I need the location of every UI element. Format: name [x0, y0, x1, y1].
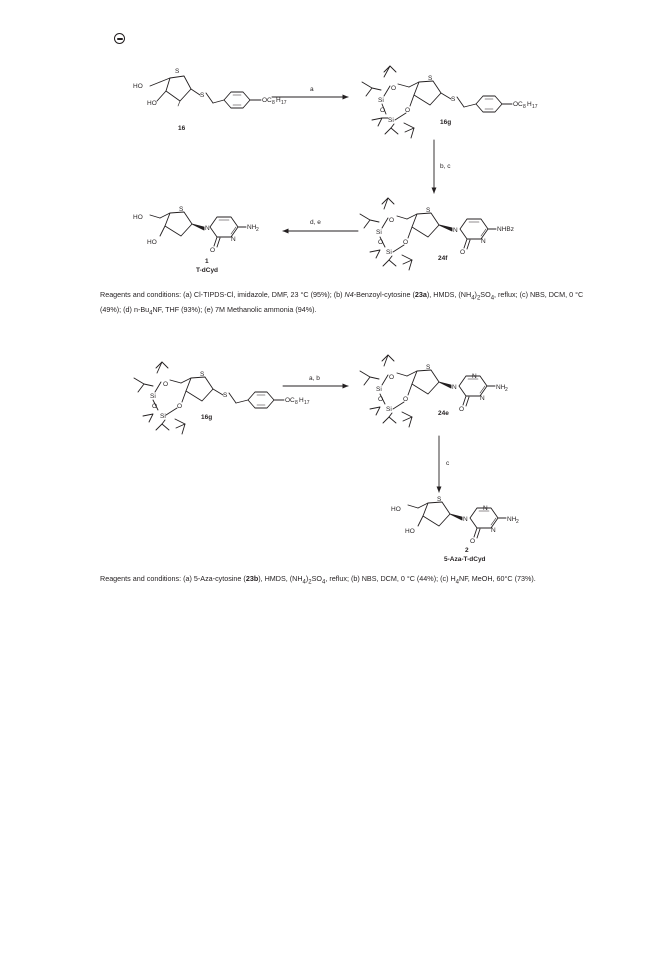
compound-16-label: 16: [178, 125, 186, 132]
svg-text:HO: HO: [133, 83, 143, 90]
svg-text:OC: OC: [262, 97, 272, 104]
compound-24e-label: 24e: [438, 410, 449, 417]
svg-text:8: 8: [272, 100, 275, 106]
svg-text:8: 8: [523, 104, 526, 110]
svg-text:HO: HO: [147, 100, 157, 107]
svg-text:O: O: [378, 239, 384, 246]
svg-text:N: N: [463, 516, 468, 523]
svg-text:O: O: [459, 406, 465, 413]
svg-text:N: N: [481, 238, 486, 245]
arrow-bc-label: b, c: [440, 163, 451, 170]
compound-1-number: 1: [205, 258, 209, 265]
svg-text:2: 2: [516, 519, 519, 525]
svg-text:N: N: [480, 395, 485, 402]
compound-24f-label: 24f: [438, 255, 448, 262]
svg-text:S: S: [426, 364, 431, 371]
svg-text:S: S: [200, 371, 205, 378]
svg-text:N: N: [205, 225, 210, 232]
compound-16-structure: [150, 76, 261, 108]
compound-2-name: 5-Aza-T-dCyd: [444, 556, 486, 563]
svg-text:O: O: [389, 217, 395, 224]
svg-text:HO: HO: [391, 506, 401, 513]
svg-text:H: H: [527, 101, 532, 108]
svg-text:O: O: [391, 85, 397, 92]
svg-text:S: S: [437, 496, 442, 503]
svg-text:Si: Si: [378, 97, 384, 104]
svg-text:S: S: [451, 96, 456, 103]
svg-text:17: 17: [532, 104, 538, 110]
svg-text:O: O: [470, 538, 476, 545]
arrow-ab-label: a, b: [309, 375, 320, 382]
svg-text:N: N: [472, 373, 477, 380]
svg-text:S: S: [428, 75, 433, 82]
svg-text:O: O: [389, 374, 395, 381]
arrow-a-label: a: [310, 86, 314, 93]
svg-text:Si: Si: [386, 406, 392, 413]
svg-text:Si: Si: [376, 386, 382, 393]
svg-text:N: N: [453, 227, 458, 234]
svg-text:NH: NH: [496, 384, 506, 391]
svg-text:HO: HO: [405, 528, 415, 535]
svg-text:Si: Si: [388, 117, 394, 124]
svg-text:O: O: [460, 249, 466, 256]
svg-text:S: S: [200, 92, 205, 99]
svg-text:O: O: [380, 107, 386, 114]
svg-text:OC: OC: [513, 101, 523, 108]
svg-text:NH: NH: [507, 516, 517, 523]
svg-text:HO: HO: [133, 214, 143, 221]
svg-text:NH: NH: [247, 224, 257, 231]
svg-text:H: H: [276, 97, 281, 104]
svg-text:N: N: [452, 384, 457, 391]
compound-16g-label: 16g: [440, 119, 452, 126]
svg-text:2: 2: [256, 227, 259, 233]
svg-text:O: O: [163, 381, 169, 388]
svg-text:O: O: [378, 396, 384, 403]
arrow-de-label: d, e: [310, 219, 321, 226]
svg-text:8: 8: [295, 400, 298, 406]
svg-text:NHBz: NHBz: [497, 226, 514, 233]
svg-text:S: S: [426, 207, 431, 214]
svg-text:17: 17: [304, 400, 310, 406]
compound-1-name: T-dCyd: [196, 267, 219, 274]
svg-text:O: O: [403, 396, 409, 403]
svg-text:S: S: [179, 206, 184, 213]
svg-text:OC: OC: [285, 397, 295, 404]
compound-16g-structure: [362, 66, 512, 138]
svg-text:Si: Si: [160, 413, 166, 420]
svg-text:17: 17: [281, 100, 287, 106]
svg-text:2: 2: [505, 387, 508, 393]
svg-text:Si: Si: [376, 229, 382, 236]
svg-text:S: S: [175, 68, 180, 75]
scheme-2-caption: Reagents and conditions: (a) 5-Aza-cytosine (23b), HMDS, $(NH_4)_2SO_4$, reflux; (b) NBS, DCM, 0 °C (44%); (c) $H_4NF$, MeOH, 60°C (73%).: [100, 574, 536, 586]
svg-text:H: H: [299, 397, 304, 404]
svg-text:HO: HO: [147, 239, 157, 246]
svg-text:O: O: [152, 403, 158, 410]
arrow-c-label: c: [446, 460, 450, 467]
svg-text:Si: Si: [150, 393, 156, 400]
svg-text:Si: Si: [386, 249, 392, 256]
svg-text:N: N: [231, 236, 236, 243]
compound-16g-label-2: 16g: [201, 414, 213, 421]
svg-text:O: O: [177, 403, 183, 410]
compound-16g-structure-2: [134, 362, 284, 434]
svg-text:N: N: [483, 505, 488, 512]
compound-2-number: 2: [465, 547, 469, 554]
svg-text:O: O: [403, 239, 409, 246]
svg-text:O: O: [405, 107, 411, 114]
svg-text:N: N: [491, 527, 496, 534]
svg-text:O: O: [210, 247, 216, 254]
svg-text:S: S: [223, 392, 228, 399]
scheme-1-caption: Reagents and conditions: (a) Cl-TIPDS-Cl, imidazole, DMF, 23 °C (95%); (b) N4-Benzoyl-cytosine (23a), HMDS, $(NH_4)_2SO_4$, reflux; (c) NBS, DCM, 0 °C (49%); (d) $n-Bu_4NF$, THF (93%); (e) 7M Methanolic ammonia (94%).: [100, 290, 584, 317]
